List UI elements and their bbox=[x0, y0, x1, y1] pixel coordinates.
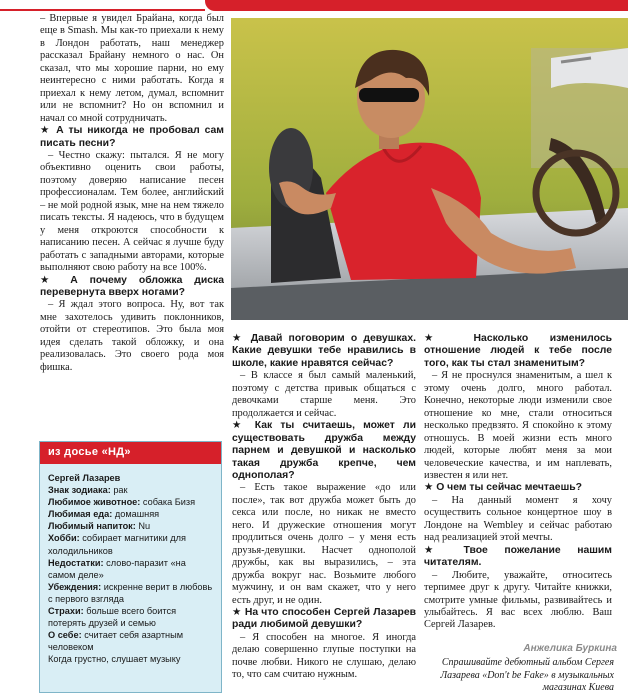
dossier-value: собирает магнитики для холодильников bbox=[48, 533, 186, 556]
answer-paragraph: – Я способен на многое. Я иногда делаю совершенно глупые поступки на почве любви. Никого не слушаю, делаю то, что сам считаю нужным. bbox=[232, 631, 416, 681]
dossier-value: рак bbox=[110, 485, 128, 496]
dossier-row bbox=[48, 472, 215, 484]
dossier-key: Любимая еда: bbox=[48, 509, 113, 520]
dossier-value: собака Бизя bbox=[140, 497, 196, 508]
dossier-key: О себе: bbox=[48, 630, 82, 641]
dossier-key: Убеждения: bbox=[48, 581, 102, 592]
answer-paragraph: – Я ждал этого вопроса. Ну, вот так мне захотелось удивить поклонников, отойти от стереотипов. Это была моя идея сделать такой обложку, и она реализовалась. Это своего рода моя фишка. bbox=[40, 299, 224, 373]
answer-paragraph: – Я не проснулся знаменитым, а шел к этому очень долго, много работал. Конечно, некоторые люди изменили свое отношение ко мне, стали относиться несколько предвзято. Я спокойно к этому отношусь. В моей жизни есть много людей, которые любят меня за мои человеческие качества, и им наплевать, известен я или нет. bbox=[424, 370, 612, 481]
article-column-2 bbox=[232, 333, 416, 699]
dossier-row bbox=[48, 484, 215, 496]
answer-paragraph: – Честно скажу: пытался. Я не могу объективно оценить свои работы, поэтому доверяю написание песен профессионалам. Тем более, английский – не мой родной язык, мне на нем тяжело писать тексты. Я надеюсь, что в будущем у меня откроются способности к написанию песен. А сейчас я лучше буду работать с западными авторами, которые выполняют свою работу на все 100%. bbox=[40, 149, 224, 274]
dossier-key: Хобби: bbox=[48, 533, 80, 544]
album-caption: Спрашивайте дебютный альбом Сергея Лазарева «Don't be Fake» в музыкальных магазинах Киева bbox=[440, 657, 614, 693]
author-name: Анжелика Буркина bbox=[523, 643, 617, 654]
dossier-key: Любимый напиток: bbox=[48, 521, 136, 532]
question-paragraph: ★ Как ты считаешь, может ли существовать дружба между парнем и девушкой и насколько такая дружба крепче, чем однополая? bbox=[232, 420, 416, 481]
answer-paragraph: – Впервые я увидел Брайана, когда был еще в Smash. Мы как-то приехали к нему в Лондон работать, наш менеджер рассказал Брайану немного о нас. Он сказал, что мы хорошие парни, но ему неинтересно с ними работать. Когда я приехал к нему летом, думал, вспомнит или не вспомнит? Но он вспомнил и начал со мной сотрудничать. bbox=[40, 13, 224, 124]
dossier-box bbox=[39, 441, 222, 693]
dossier-row bbox=[48, 496, 215, 508]
header-red-band bbox=[205, 0, 628, 11]
answer-paragraph: – Любите, уважайте, относитесь терпимее друг к другу. Читайте книжки, смотрите умные фильмы, развивайтесь и улыбайтесь. Я вас всех люблю. Ваш Сергей Лазарев. bbox=[424, 569, 612, 631]
dossier-title: из досье «НД» bbox=[40, 442, 221, 464]
dossier-key: Сергей Лазарев bbox=[48, 473, 121, 483]
top-color-bar bbox=[0, 0, 628, 11]
dossier-row bbox=[48, 581, 215, 605]
question-paragraph: ★ О чем ты сейчас мечтаешь? bbox=[424, 482, 582, 494]
answer-paragraph: – В классе я был самый маленький, поэтому с детства привык общаться с девочками старше меня. Это продолжается и сейчас. bbox=[232, 370, 416, 419]
dossier-row bbox=[48, 557, 215, 581]
dossier-value: домашняя bbox=[112, 509, 160, 520]
dossier-value: больше всего боится потерять друзей и семью bbox=[48, 606, 177, 629]
dossier-key: Страхи: bbox=[48, 606, 84, 617]
dossier-value: искренне верит в любовь с первого взгляда bbox=[48, 581, 213, 604]
article-column-3 bbox=[424, 333, 612, 643]
answer-paragraph: – Есть такое выражение «до или после», так вот дружба может быть до секса или после, но никак не вместо него. И дружеские отношения могут продлиться очень долго – у меня есть друзья-девушки. Насчет однополой дружбы, как вы выразились, – эта дружба вокруг нас. Возьмите любого мужчину, и он вам скажет, что у него есть друг, и не один. bbox=[232, 482, 416, 606]
question-paragraph: ★ Насколько изменилось отношение людей к тебе после того, как ты стал знаменитым? bbox=[424, 333, 612, 369]
photo-singer-in-car bbox=[231, 18, 628, 320]
dossier-value: слово-паразит «на самом деле» bbox=[48, 557, 186, 580]
dossier-row bbox=[48, 520, 215, 532]
dossier-row bbox=[48, 629, 215, 653]
dossier-key: Недостатки: bbox=[48, 557, 104, 568]
photo-illustration bbox=[231, 18, 628, 320]
dossier-row bbox=[48, 605, 215, 629]
question-paragraph: ★ А почему обложка диска перевернута вверх ногами? bbox=[40, 274, 224, 298]
top-rule bbox=[0, 9, 205, 11]
dossier-row bbox=[48, 508, 215, 520]
question-paragraph: ★ А ты никогда не пробовал сам писать песни? bbox=[40, 125, 224, 149]
dossier-value: считает себя азартным человеком bbox=[48, 630, 184, 653]
dossier-key: Знак зодиака: bbox=[48, 485, 111, 496]
dossier-key: Любимое животное: bbox=[48, 497, 141, 508]
dossier-value: Когда грустно, слушает музыку bbox=[48, 654, 181, 665]
dossier-row bbox=[48, 653, 215, 665]
dossier-value: Nu bbox=[135, 521, 151, 532]
dossier-row bbox=[48, 532, 215, 556]
dossier-body bbox=[40, 464, 221, 666]
question-paragraph: ★ Давай поговорим о девушках. Какие девушки тебе нравились в школе, какие нравятся сейчас? bbox=[232, 333, 416, 369]
article-column-1 bbox=[40, 13, 224, 433]
answer-paragraph: – На данный момент я хочу осуществить сольное концертное шоу в Лондоне на Wembley и сейчас работаю над реализацией этой мечты. bbox=[424, 494, 612, 544]
question-paragraph: ★ На что способен Сергей Лазарев ради любимой девушки? bbox=[232, 606, 416, 631]
question-paragraph: ★ Твое пожелание нашим читателям. bbox=[424, 544, 612, 569]
